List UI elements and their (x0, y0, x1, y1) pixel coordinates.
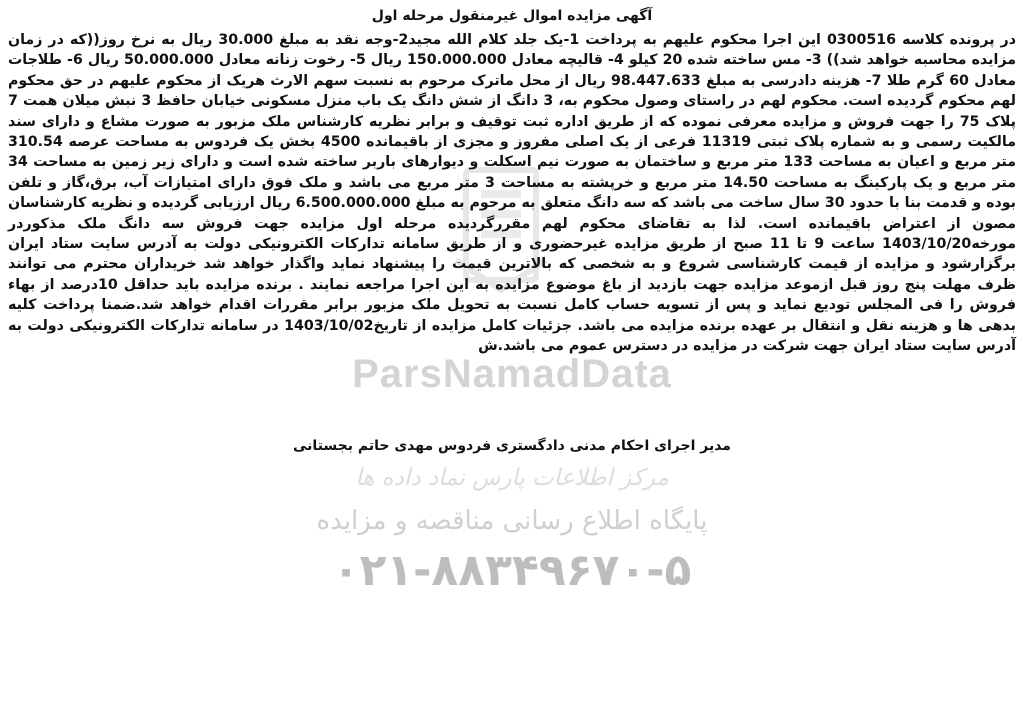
watermark-brand: ParsNamadData (352, 352, 672, 396)
watermark-portal: پایگاه اطلاع رسانی مناقصه و مزایده (316, 506, 708, 536)
watermark-tagline: مرکز اطلاعات پارس نماد داده ها (355, 465, 669, 491)
notice-title: آگهی مزایده اموال غیرمنقول مرحله اول (371, 8, 653, 24)
notice-body: در پرونده کلاسه 0300516 این اجرا محکوم علیهم به پرداخت 1-یک جلد کلام الله مجید2-وجه نقد به مبلغ 30.000 ریال به نرخ روز((که در زمان مزایده محاسبه خواهد شد)) 3- مس ساخته شده 20 کیلو 4- قالیچه معادل 150.000.000 ریال 5- رخوت زنانه معادل 50.000.000 ریال 6- طلاجات معادل 60 گرم طلا 7- هزینه دادرسی به مبلغ 98.447.633 ریال از محل ماترک مرحوم به نسبت سهم الارث هریک از محکوم علیهم در حق محکوم لهم محکوم گردیده است. محکوم لهم در راستای وصول محکوم به، 3 دانگ از شش دانگ یک باب منزل مسکونی خیابان حافظ 3 نبش میلان همت 7 پلاک 75 را جهت فروش و مزایده معرفی نموده که از طریق اداره ثبت توقیف و برابر نظریه کارشناس ملک مزبور به صورت مشاع و دارای سند مالکیت رسمی و به شماره پلاک ثبتی 11319 فرعی از یک اصلی مفروز و مجزی از باقیمانده 4500 بخش یک فردوس به مساحت عرصه 310.54 متر مربع و اعیان به مساحت 133 متر مربع و ساختمان به صورت نیم اسکلت و دیوارهای باربر ساخته شده است و دارای زیر زمین به مساحت 34 متر مربع و یک پارکینگ به مساحت 14.50 متر مربع و خرپشته به مساحت 3 متر مربع می باشد و ملک فوق دارای امتیازات آب، برق،گاز و تلفن بوده و قدمت بنا با حدود 30 سال ساخت می باشد که سه دانگ متعلق به مرحوم به مبلغ 6.500.000.000 ریال ارزیابی گردیده و نظریه کارشناسان مصون از اعتراض باقیمانده است. لذا به تقاضای محکوم لهم مقررگردیده مرحله اول مزایده جهت فروش سه دانگ ملک مذکوردر مورخه1403/10/20 ساعت 9 تا 11 صبح از طریق مزایده غیرحضوری و از طریق سامانه تدارکات الکترونیکی دولت به آدرس سایت ستاد ایران برگزارشود و مزایده از قیمت کارشناسی شروع و به شخصی که بالاترین قیمت را پیشنهاد نماید واگذار خواهد شد خریداران محترم می توانند ظرف مهلت پنج روز قبل ازموعد مزایده جهت بازدید از باغ موضوع مزایده به این اجرا مراجعه نمایند . برنده مزایده باید حداقل 10درصد از بهاء فروش را فی المجلس تودیع نماید و پس از تسویه حساب کامل نسبت به تحویل ملک مزبور برابر مقررات اقدام خواهد شد.ضمنا پرداخت کلیه بدهی ها و هزینه نقل و انتقال بر عهده برنده مزایده می باشد. جزئیات کامل مزایده از تاریخ1403/10/02 در سامانه تدارکات الکترونیکی دولت به آدرس سایت ستاد ایران جهت شرکت در مزایده در دسترس عموم می باشد.ش (8, 32, 1017, 355)
watermark-phone: ۰۲۱-۸۸۳۴۹۶۷۰-۵ (332, 545, 692, 596)
notice-signature: مدیر اجرای احکام مدنی دادگستری فردوس مهدی حاتم بجستانی (293, 438, 731, 454)
